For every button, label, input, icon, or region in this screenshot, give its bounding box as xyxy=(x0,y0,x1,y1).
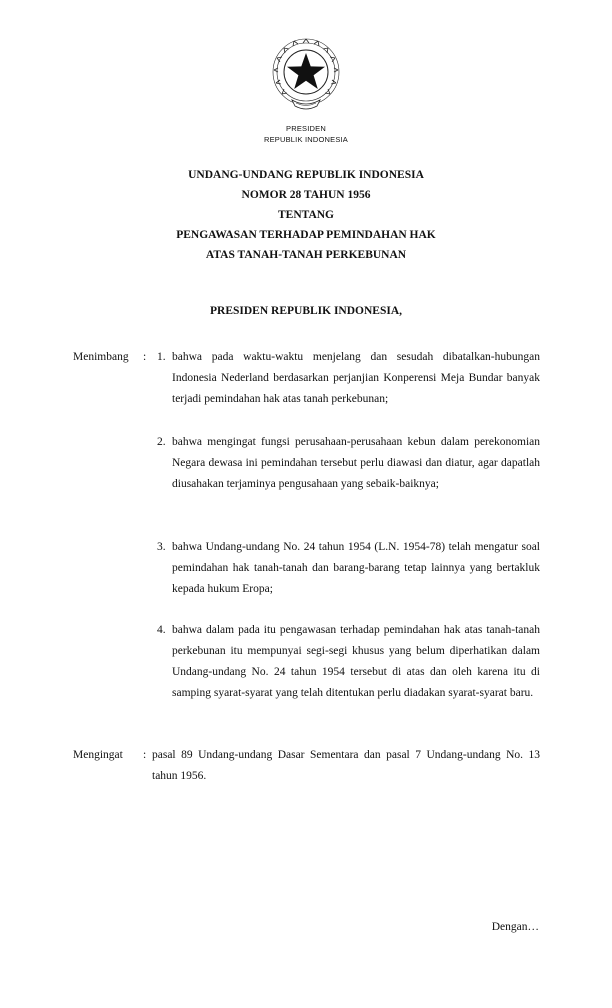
mengingat-colon: : xyxy=(143,749,147,761)
menimbang-item-3-number: 3. xyxy=(157,541,166,553)
title-line-4: PENGAWASAN TERHADAP PEMINDAHAN HAK xyxy=(176,229,436,241)
mengingat-text: pasal 89 Undang-undang Dasar Sementara dan pasal 7 Undang-undang No. 13 tahun 1956. xyxy=(152,749,540,782)
menimbang-item-1-number: 1. xyxy=(157,351,166,363)
menimbang-item-3 xyxy=(172,537,540,600)
menimbang-colon: : xyxy=(143,351,147,363)
preamble: PRESIDEN REPUBLIK INDONESIA, xyxy=(209,305,403,317)
mengingat-label: Mengingat xyxy=(73,749,123,761)
title-line-2: NOMOR 28 TAHUN 1956 xyxy=(241,189,371,201)
menimbang-item-4-text: bahwa dalam pada itu pengawasan terhadap pemindahan hak atas tanah-tanah perkebunan itu mempunyai segi-segi khusus yang belum diperhatikan dalam Undang-undang No. 24 tahun 1954 tersebut di atas dan oleh karena itu di samping syarat-syarat yang telah ditentukan perlu diadakan syarat-syarat baru. xyxy=(172,624,540,699)
menimbang-item-2 xyxy=(172,432,540,495)
menimbang-item-4 xyxy=(172,620,540,704)
menimbang-item-4-number: 4. xyxy=(157,624,166,636)
mengingat-text-block xyxy=(152,745,540,787)
garuda-star-emblem-icon xyxy=(268,34,344,114)
document-title xyxy=(0,165,612,265)
menimbang-item-3-text: bahwa Undang-undang No. 24 tahun 1954 (L.N. 1954-78) telah mengatur soal pemindahan hak tanah-tanah dan barang-barang tetap lainnya yang bertakluk kepada hukum Eropa; xyxy=(172,541,540,595)
menimbang-item-2-text: bahwa mengingat fungsi perusahaan-perusahaan kebun dalam perekonomian Negara dewasa ini pemindahan tersebut perlu diawasi dan diatur, agar dapatlah diusahakan terjaminya pengusahaan yang sebaik-baiknya; xyxy=(172,436,540,490)
menimbang-label: Menimbang xyxy=(73,351,129,363)
header-line-1: PRESIDEN xyxy=(286,124,326,133)
menimbang-item-1 xyxy=(172,347,540,410)
title-line-3: TENTANG xyxy=(277,209,335,221)
title-line-1: UNDANG-UNDANG REPUBLIK INDONESIA xyxy=(188,169,424,181)
title-line-5: ATAS TANAH-TANAH PERKEBUNAN xyxy=(205,249,407,261)
continuation-footer: Dengan… xyxy=(491,921,539,933)
menimbang-item-2-number: 2. xyxy=(157,436,166,448)
header-line-2: REPUBLIK INDONESIA xyxy=(263,135,349,144)
menimbang-item-1-text: bahwa pada waktu-waktu menjelang dan sesudah dibatalkan-hubungan Indonesia Nederland berdasarkan perjanjian Konperensi Meja Bundar banyak terjadi pemindahan hak atas tanah perkebunan; xyxy=(172,351,540,405)
